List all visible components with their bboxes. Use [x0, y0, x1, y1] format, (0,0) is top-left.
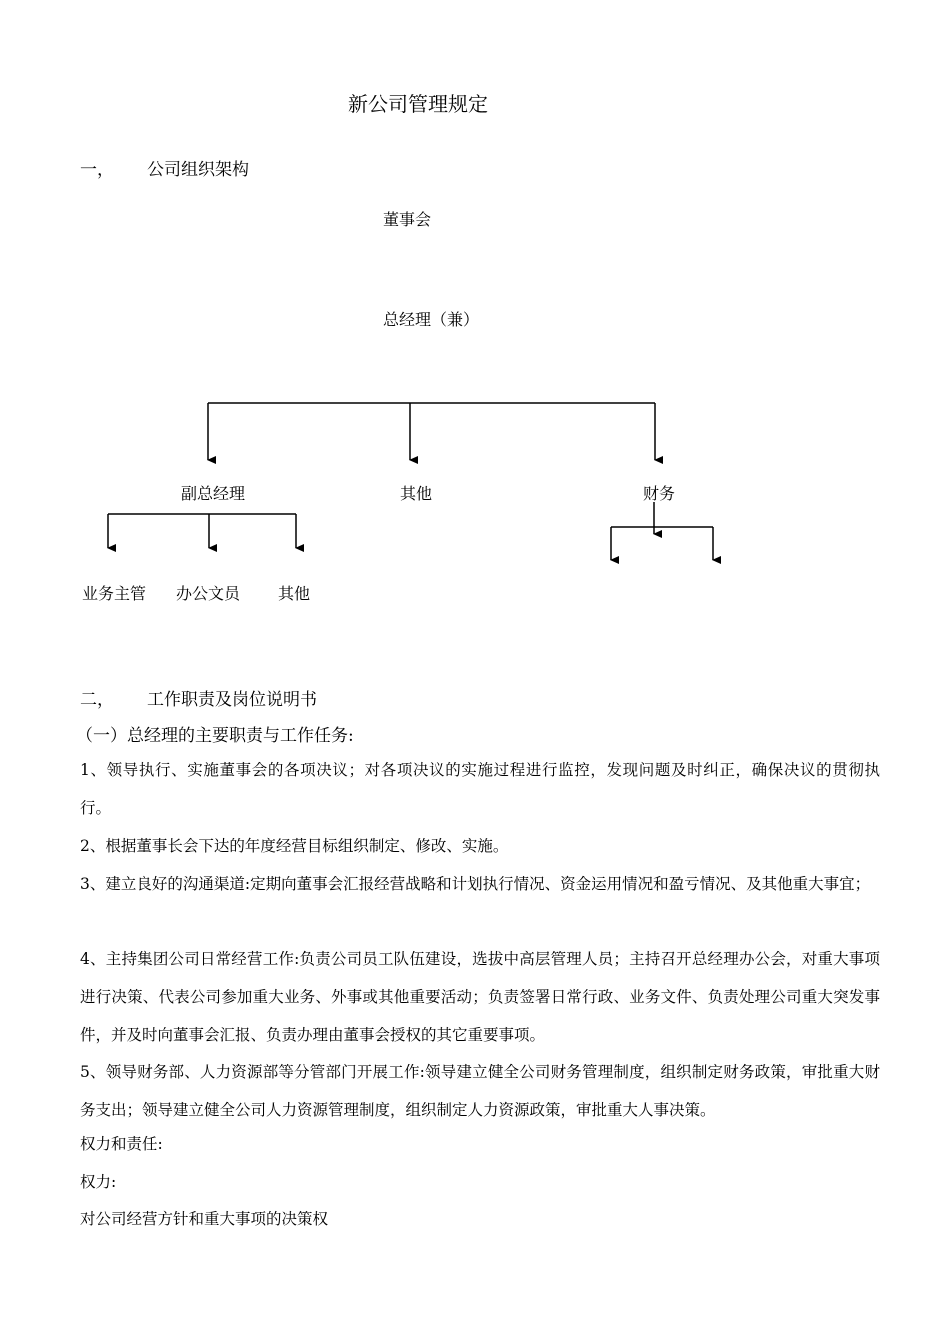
- duty-item-4: 4、主持集团公司日常经营工作:负责公司员工队伍建设，选拔中高层管理人员；主持召开总经理办公会，对重大事项进行决策、代表公司参加重大业务、外事或其他重要活动；负责签署日常行政、业务文件、负责处理公司重大突发事件，并及时向董事会汇报、负责办理由董事会授权的其它重要事项。: [80, 950, 880, 1044]
- org-node-clerk: 办公文员: [176, 584, 241, 603]
- duty-item-2: 2、根据董事长会下达的年度经营目标组织制定、修改、实施。: [80, 837, 509, 855]
- section-1-number: 一，: [80, 160, 114, 180]
- rights-responsibilities-heading: 权力和责任:: [80, 1135, 163, 1153]
- section-1-title: 公司组织架构: [147, 160, 249, 180]
- duty-item-1: 1、领导执行、实施董事会的各项决议；对各项决议的实施过程进行监控，发现问题及时纠正，确保决议的贯彻执行。: [80, 761, 880, 817]
- duty-item-3: 3、建立良好的沟通渠道:定期向董事会汇报经营战略和计划执行情况、资金运用情况和盈亏情况、及其他重大事宜；: [80, 875, 871, 893]
- right-item-1: 对公司经营方针和重大事项的决策权: [80, 1210, 329, 1228]
- section-2-title: 工作职责及岗位说明书: [147, 690, 317, 710]
- subsection-heading: （一）总经理的主要职责与工作任务:: [76, 726, 354, 746]
- org-node-other2: 其他: [278, 584, 311, 603]
- org-node-finance: 财务: [643, 484, 676, 503]
- section-2-number: 二，: [80, 690, 114, 710]
- document-title: 新公司管理规定: [348, 92, 488, 116]
- duty-item-5: 5、领导财务部、人力资源部等分管部门开展工作:领导建立健全公司财务管理制度，组织制定财务政策，审批重大财务支出；领导建立健全公司人力资源管理制度，组织制定人力资源政策，审批重大人事决策。: [80, 1063, 880, 1119]
- rights-heading: 权力:: [80, 1173, 117, 1191]
- org-node-biz: 业务主管: [82, 584, 147, 603]
- org-node-board: 董事会: [383, 210, 432, 229]
- org-node-other: 其他: [400, 484, 433, 503]
- org-node-deputy: 副总经理: [181, 484, 246, 503]
- org-node-gm: 总经理（兼）: [383, 310, 480, 329]
